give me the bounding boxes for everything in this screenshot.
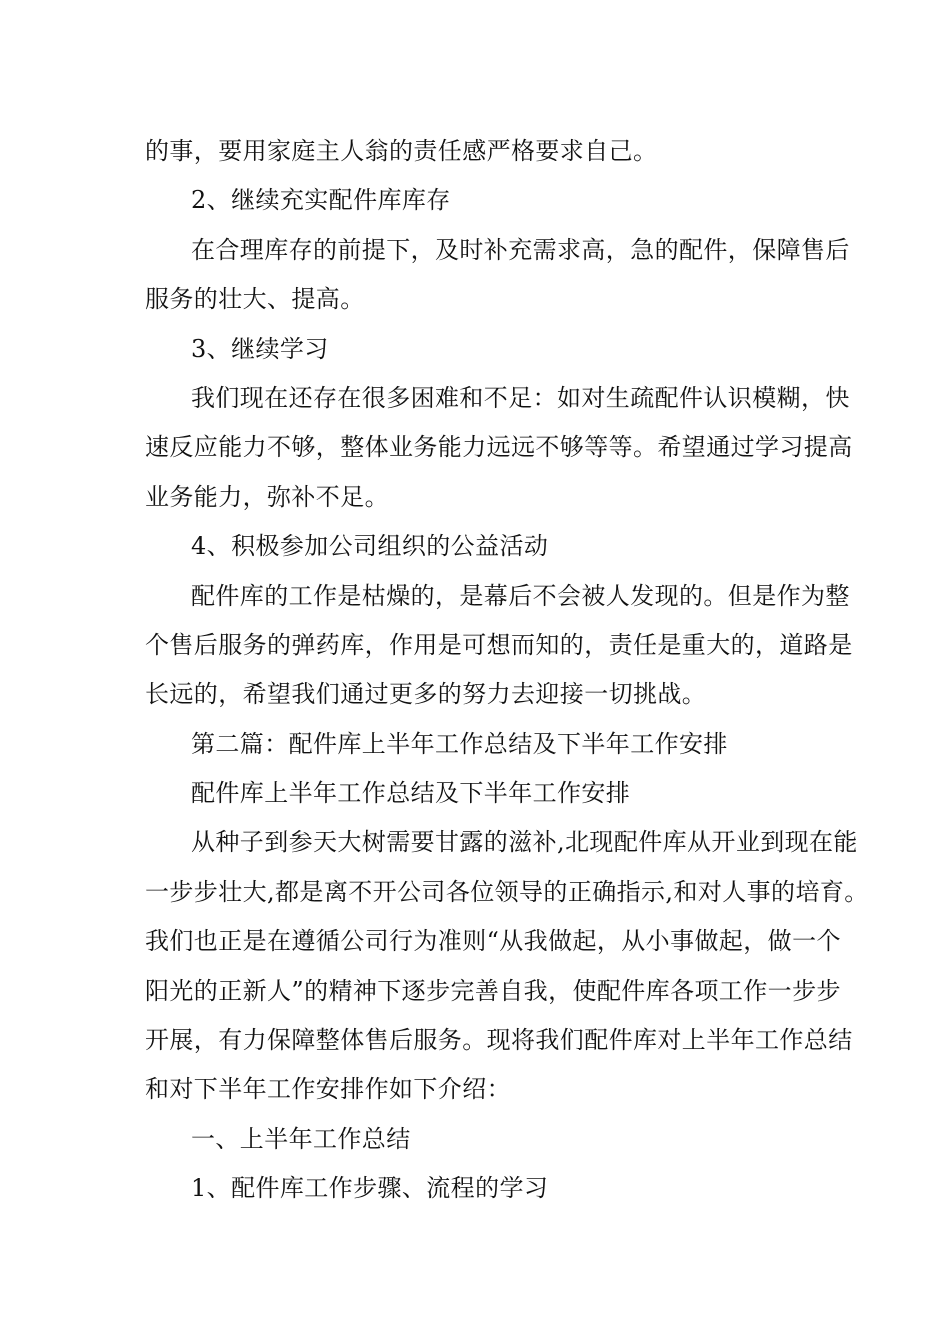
text-line: 配件库的工作是枯燥的，是幕后不会被人发现的。但是作为整 <box>191 581 850 610</box>
text-line: 配件库上半年工作总结及下半年工作安排 <box>191 779 631 808</box>
text-line: 3、继续学习 <box>191 334 329 363</box>
text-line: 开展，有力保障整体售后服务。现将我们配件库对上半年工作总结 <box>145 1026 853 1055</box>
text-line: 我们也正是在遵循公司行为准则“从我做起，从小事做起，做一个 <box>145 927 841 956</box>
text-line: 4、积极参加公司组织的公益活动 <box>191 532 549 561</box>
text-line: 1、配件库工作步骤、流程的学习 <box>191 1174 549 1203</box>
text-line: 个售后服务的弹药库，作用是可想而知的，责任是重大的，道路是 <box>145 630 853 659</box>
text-line: 在合理库存的前提下，及时补充需求高，急的配件，保障售后 <box>191 235 850 264</box>
text-line: 和对下半年工作安排作如下介绍： <box>145 1075 511 1104</box>
text-line: 长远的，希望我们通过更多的努力去迎接一切挑战。 <box>145 680 707 709</box>
text-line: 从种子到参天大树需要甘露的滋补,北现配件库从开业到现在能 <box>191 828 858 857</box>
text-line: 的事，要用家庭主人翁的责任感严格要求自己。 <box>145 137 658 165</box>
text-line: 一、上半年工作总结 <box>191 1124 411 1153</box>
text-line: 服务的壮大、提高。 <box>145 285 365 314</box>
text-line: 速反应能力不够，整体业务能力远远不够等等。希望通过学习提高 <box>145 433 853 462</box>
text-line: 2、继续充实配件库库存 <box>191 186 451 215</box>
document-body <box>145 127 869 1214</box>
text-line: 我们现在还存在很多困难和不足：如对生疏配件认识模糊，快 <box>191 383 850 412</box>
text-line: 阳光的正新人”的精神下逐步完善自我，使配件库各项工作一步步 <box>145 976 841 1005</box>
text-line: 业务能力，弥补不足。 <box>145 482 389 511</box>
text-line: 一步步壮大,都是离不开公司各位领导的正确指示,和对人事的培育。 <box>145 877 869 906</box>
text-line: 第二篇：配件库上半年工作总结及下半年工作安排 <box>191 729 728 758</box>
